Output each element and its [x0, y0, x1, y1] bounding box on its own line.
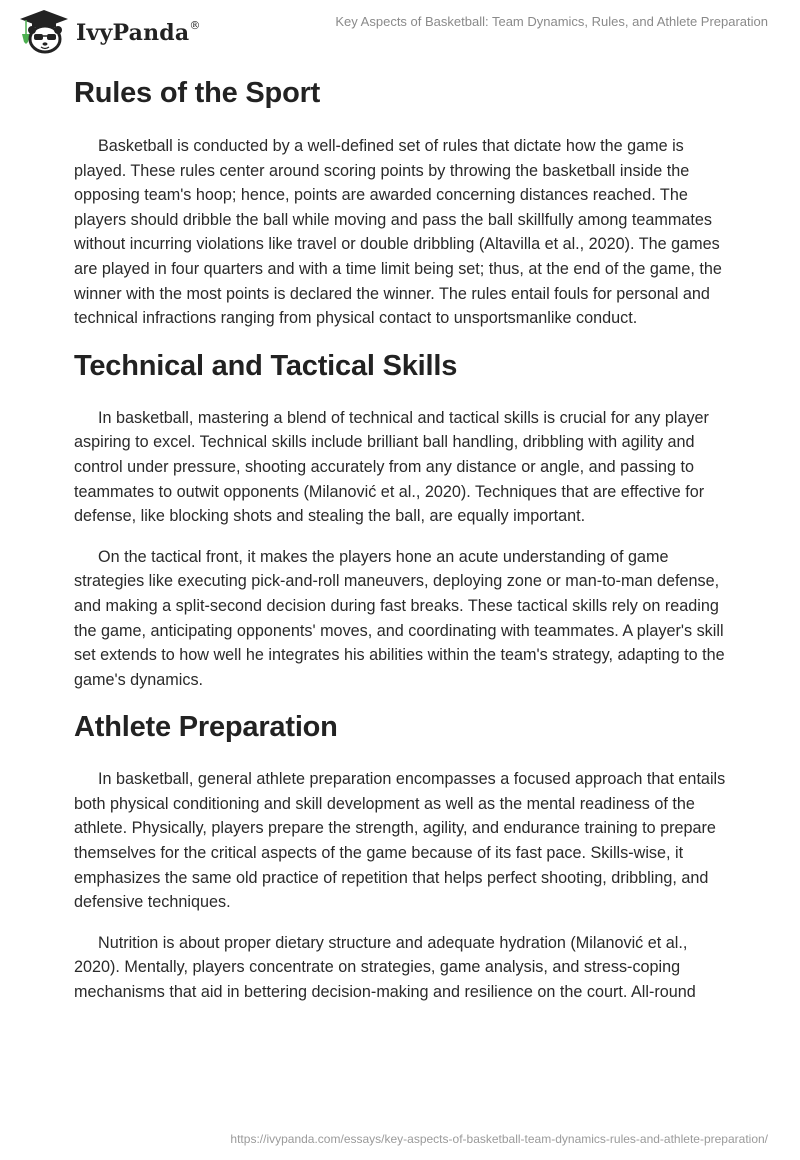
- document-title: Key Aspects of Basketball: Team Dynamics, Rules, and Athlete Preparation: [335, 14, 768, 29]
- paragraph: On the tactical front, it makes the players hone an acute understanding of game strategies like executing pick-and-roll maneuvers, deploying zone or man-to-man defense, and making a split-second decision during fast breaks. These tactical skills rely on reading the game, anticipating opponents' moves, and coordinating with teammates. A player's skill set extends to how well he integrates his abilities within the team's strategy, adapting to the game's dynamics.: [74, 547, 725, 689]
- paragraph: In basketball, general athlete preparation encompasses a focused approach that entails both physical conditioning and skill development as well as the mental readiness of the athlete. Physically, players prepare the strength, agility, and endurance training to prepare themselves for the critical aspects of the game because of its fast pace. Skills-wise, it emphasizes the same old practice of repetition that helps perfect shooting, dribbling, and defensive techniques.: [74, 770, 726, 912]
- section-heading: Athlete Preparation: [74, 711, 338, 744]
- section-heading: Rules of the Sport: [74, 77, 321, 109]
- section-heading: Technical and Tactical Skills: [74, 349, 458, 382]
- section-skills: [74, 345, 734, 693]
- paragraph: Nutrition is about proper dietary structure and adequate hydration (Milanović et al., 2020). Mentally, players concentrate on strategies, game analysis, and stress-coping mechanisms that aid in bettering decision-making and resilience on the court. All-round: [74, 933, 696, 1002]
- paragraph: Basketball is conducted by a well-defined set of rules that dictate how the game is played. These rules center around scoring points by throwing the basketball inside the opposing team's hoop; hence, points are awarded concerning distances reached. The players should dribble the ball while moving and pass the ball skillfully among teammates without incurring violations like travel or double dribbling (Altavilla et al., 2020). The games are played in four quarters and with a time limit being set; thus, at the end of the game, the winner with the most points is declared the winner. The rules entail fouls for personal and technical infractions ranging from physical contact to unsportsmanlike conduct.: [74, 137, 722, 328]
- ivypanda-logo[interactable]: [18, 8, 201, 54]
- page-header: [0, 0, 800, 62]
- paragraph: In basketball, mastering a blend of technical and tactical skills is crucial for any player aspiring to excel. Technical skills include brilliant ball handling, dribbling with agility and control under pressure, shooting accurately from any distance or angle, and passing to teammates to outwit opponents (Milanović et al., 2020). Techniques that are effective for defense, like blocking shots and stealing the ball, are equally important.: [74, 408, 709, 526]
- logo-text: IvyPanda®: [76, 18, 201, 46]
- section-athlete-preparation: [74, 706, 734, 1004]
- panda-graduate-icon: [18, 8, 70, 54]
- essay-content: [74, 70, 734, 1005]
- section-rules: [74, 72, 734, 331]
- source-url[interactable]: https://ivypanda.com/essays/key-aspects-of-basketball-team-dynamics-rules-and-athlete-preparation/: [230, 1132, 768, 1146]
